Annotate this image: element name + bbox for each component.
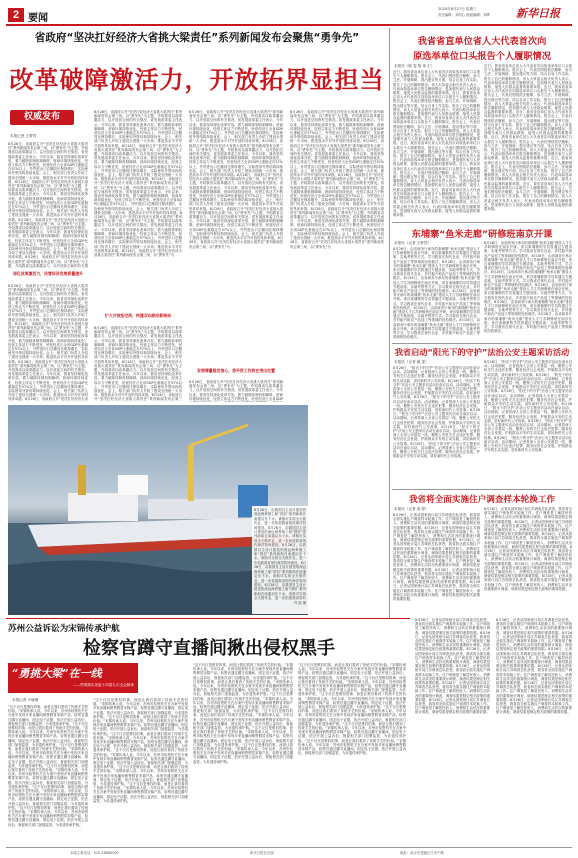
date-line: 2025年8月27日 星期三 [438, 7, 477, 11]
bottom-title: 检察官蹲守直播间揪出侵权黑手 [83, 638, 335, 659]
editor-line: 责任编辑：刘同心 版面编辑：刘晔 [438, 13, 490, 17]
bottom-body-col4: “这不仅仅是维权的事，而是让我们看到了传统手艺的价值。”宋锦传承人说。今年以来，苏州市检察机关在办案中发现多家直播间销售假冒宋锦产品，检察官通过蹲守直播间、固定电子证据，依法开展公益诉讼，督促相关部门加强监管，为非遗传承护航。“这不仅仅是维权的事，而是让我们看到了传统手艺的价值。”宋锦传承人说。今年以来，苏州市检察机关在办案中发现多家直播间销售假冒宋锦产品，检察官通过蹲守直播间、固定电子证据，依法开展公益诉讼，督促相关部门加强监管，为非遗传承护航。“这不仅仅是维权的事，而是让我们看到了传统手艺的价值。”宋锦传承人说。今年以来，苏州市检察机关在办案中发现多家直播间销售假冒宋锦产品，检察官通过蹲守直播间、固定电子证据，依法开展公益诉讼，督促相关部门加强监管，为非遗传承护航。“这不仅仅是维权的事，而是让我们看到了传统手艺的价值。”宋锦传承人说。今年以来，苏州市检察机关在办案中发现多家直播间销售假冒宋锦产品，检察官通过蹲守直播间、固定电子证据，依法开展公益诉讼，督促相关部门加强监管，为非遗传承护航。“这不仅仅是维权的事，而是让我们看到了传统手艺的价值。”宋锦传承人说。今年以来，苏州市检察机关在办案中发现多家直播间销售假冒宋锦产品，检察官通过蹲守直播间、固定电子证据，依法开展公益诉讼，督促相关部门加强监管，为非遗传承护航。“这不仅仅是维权的事，而是让我们看到了传统手艺的价值。”宋锦传承人说。今年以来，苏州市检察机关在办案中发现多家直播间销售假冒宋锦产品，检察官通过蹲守直播间、固定电子证据，依法开展公益诉讼，督促相关部门加强监管，为非遗传承护航。 [298, 663, 406, 756]
authority-badge [10, 110, 74, 125]
lead-title: 改革破障激活力，开放拓界显担当 [9, 66, 385, 94]
right-survey-body-col1: 8月26日，记者从国家统计局江苏调查总队获悉，我省将全面实施住户调查样本轮换工作。住户调查是了解居民收入、消费和生活状况的重要统计调查，调查结果是制定相关政策的重要依据。8月26日，记者从国家统计局江苏调查总队获悉，我省将全面实施住户调查样本轮换工作。住户调查是了解居民收入、消费和生活状况的重要统计调查，调查结果是制定相关政策的重要依据。8月26日，记者从国家统计局江苏调查总队获悉，我省将全面实施住户调查样本轮换工作。住户调查是了解居民收入、消费和生活状况的重要统计调查，调查结果是制定相关政策的重要依据。8月26日，记者从国家统计局江苏调查总队获悉，我省将全面实施住户调查样本轮换工作。住户调查是了解居民收入、消费和生活状况的重要统计调查，调查结果是制定相关政策的重要依据。8月26日，记者从国家统计局江苏调查总队获悉，我省将全面实施住户调查样本轮换工作。住户调查是了解居民收入、消费和生活状况的重要统计调查，调查结果是制定相关政策的重要依据。8月26日，记者从国家统计局江苏调查总队获悉，我省将全面实施住户调查样本轮换工作。住户调查是了解居民收入、消费和生活状况的重要统计调查，调查结果是制定相关政策的重要依据。 [393, 513, 480, 602]
header-rule [6, 24, 572, 26]
badge-label: 权威发布 [23, 112, 60, 122]
right-sep-3 [392, 489, 572, 490]
lead-body-col3b: 8月26日，省政府召开“坚决扛好经济大省挑大梁责任”系列新闻发布会第三场，以“勇争先”为主题，介绍我省以改革激活力、以开放拓空间的有关情况。省发展改革委主任表示，今年以来，我省坚持深化改革开放，着力破除体制机制障碍，营商环境持续优化，经营主体活力不断迸发，民营经济占全省GDP [189, 380, 283, 401]
footer-left: 本版主要电话：025-58680000 [70, 851, 119, 855]
photo-caption-box [252, 506, 308, 614]
section-label: 要闻 [28, 13, 48, 24]
lead-body-col2: 8月26日，省政府召开“坚决扛好经济大省挑大梁责任”系列新闻发布会第三场，以“勇争先”为主题，介绍我省以改革激活力、以开放拓空间的有关情况。省发展改革委主任表示，今年以来，我省坚持深化改革开放，着力破除体制机制障碍，营商环境持续优化，经营主体活力不断迸发，民营经济占全省GDP比重稳定在57%以上，外贸进出口总额同比保持增长，实际使用外资结构持续优化。会上，相关部门负责人介绍了建设全国统一大市场、推进高水平对外开放的具体举措。8月26日，省政府召开“坚决扛好经济大省挑大梁责任”系列新闻发布会第三场，以“勇争先”为主题，介绍我省以改革激活力、以开放拓空间的有关情况。省发展改革委主任表示，今年以来，我省坚持深化改革开放，着力破除体制机制障碍，营商环境持续优化，经营主体活力不断迸发，民营经济占全省GDP比重稳定在57%以上，外贸进出口总额同比保持增长，实际使用外资结构持续优化。会上，相关部门负责人介绍了建设全国统一大市场、推进高水平对外开放的具体举措。8月26日，省政府召开“坚决扛好经济大省挑大梁责任”系列新闻发布会第三场，以“勇争先”为主题，介绍我省以改革激活力、以开放拓空间的有关情况。省发展改革委主任表示，今年以来，我省坚持深化改革开放，着力破除体制机制障碍，营商环境持续优化，经营主体活力不断迸发，民营经济占全省GDP比重稳定在57%以上，外贸进出口总额同比保持增长，实际使用外资结构持续优化。会上，相关部门负责人介绍了建设全国统一大市场、推进高水平对外开放的具体举措。8月26日，省政府召开“坚决扛好经济大省挑大梁责任”系列新闻发布会第三场，以“勇争先”为主题，介绍我省以改革激活力、以开放拓空间的有关情况。省发展改革委主任表示，今年以来，我省坚持深化改革开放，着力破除体制机制障碍，营商环境持续优化，经营主体活力不断迸发，民营经济占全省GDP比重稳定在57%以上，外贸进出口总额同比保持增长，实际使用外资结构持续优化。会上，相关部门负责人介绍了建设全国统一大市场、推进高水平对外开放的具体举措。8月26日，省政府召开“坚决扛好经济大省挑大梁责任”系列新闻发布会第三场，以“勇争先”为 [94, 110, 182, 257]
right-mid-body-col2: 8月26日，由省商务厅承办的柬埔寨“鱼米走廊”建设人才江苏研修班在南京开班。来自柬埔寨的学员将通过专题讲座、实地考察等方式，学习我省在现代农业、乡村振兴和农产品加工等领域的经验做法。8月26日，由省商务厅承办的柬埔寨“鱼米走廊”建设人才江苏研修班在南京开班。来自柬埔寨的学员将通过专题讲座、实地考察等方式，学习我省在现代农业、乡村振兴和农产品加工等领域的经验做法。8月26日，由省商务厅承办的柬埔寨“鱼米走廊”建设人才江苏研修班在南京开班。来自柬埔寨的学员将通过专题讲座、实地考察等方式，学习我省在现代农业、乡村振兴和农产品加工等领域的经验做法。8月26日，由省商务厅承办的柬埔寨“鱼米走廊”建设人才江苏研修班在南京开班。来自柬埔寨的学员将通过专题讲座、实地考察等方式，学习我省在现代农业、乡村振兴和农产品加工等领域的经验做法。8月26日，由省商务厅承办的柬埔寨“鱼米走廊”建设人才江苏研修班在南京开班。来自柬埔寨的学员将通过专题讲座、实地考察等方式，学习我省在现代农业、乡村振兴和农产品加工等领域的经验做法。8月26日，由省商务厅承办的柬埔寨“鱼米走廊”建设人才江苏研修班在南京开班。来自柬埔寨的学员将通过专题讲座、实地考察等方式，学习我省在现代农业、乡村振兴和农产品加工等领域的经验做法。 [484, 241, 572, 334]
right-survey-body-col2: 8月26日，记者从国家统计局江苏调查总队获悉，我省将全面实施住户调查样本轮换工作。住户调查是了解居民收入、消费和生活状况的重要统计调查，调查结果是制定相关政策的重要依据。8月26日，记者从国家统计局江苏调查总队获悉，我省将全面实施住户调查样本轮换工作。住户调查是了解居民收入、消费和生活状况的重要统计调查，调查结果是制定相关政策的重要依据。8月26日，记者从国家统计局江苏调查总队获悉，我省将全面实施住户调查样本轮换工作。住户调查是了解居民收入、消费和生活状况的重要统计调查，调查结果是制定相关政策的重要依据。8月26日，记者从国家统计局江苏调查总队获悉，我省将全面实施住户调查样本轮换工作。住户调查是了解居民收入、消费和生活状况的重要统计调查，调查结果是制定相关政策的重要依据。8月26日，记者从国家统计局江苏调查总队获悉，我省将全面实施住户调查样本轮换工作。住户调查是了解居民收入、消费和生活状况的重要统计调查，调查结果是制定相关政策的重要依据。8月26日，记者从国家统计局江苏调查总队获悉，我省将全面实施住户调查样本轮换工作。住户调查是了解居民收入、消费和生活状况的重要统计调查，调查结果是制定相关政策的重要依据。 [484, 507, 572, 591]
right-law-body-col1: 8月26日，“阳光下的守护”法治公安主题采访活动在南京启动。活动期间，记者将深入全省公安基层一线，聚焦公安机关打击违法犯罪、服务经济社会发展、护航群众平安的生动实践，讲好新时代公安故事。8月26日，“阳光下的守护”法治公安主题采访活动在南京启动。活动期间，记者将深入全省公安基层一线，聚焦公安机关打击违法犯罪、服务经济社会发展、护航群众平安的生动实践，讲好新时代公安故事。8月26日，“阳光下的守护”法治公安主题采访活动在南京启动。活动期间，记者将深入全省公安基层一线，聚焦公安机关打击违法犯罪、服务经济社会发展、护航群众平安的生动实践，讲好新时代公安故事。8月26日，“阳光下的守护”法治公安主题采访活动在南京启动。活动期间，记者将深入全省公安基层一线，聚焦公安机关打击违法犯罪、服务经济社会发展、护航群众平安的生动实践，讲好新时代公安故事。8月26日，“阳光下的守护”法治公安主题采访活动在南京启动。活动期间，记者将深入全省公安基层一线，聚焦公安机关打击违法犯罪、服务经济社会发展、护航群众平安的生动实践，讲好新时代公安故事。8月26日，“阳光下的守护”法治公安主题采访活动在南京启动。活动期间，记者将深入全省公安基层一线，聚焦公安机关打击违法犯罪、服务经济社会发展、护航群众平安的生动实践，讲好新时代公安故事。 [393, 366, 480, 459]
lead-body-col4: 8月26日，省政府召开“坚决扛好经济大省挑大梁责任”系列新闻发布会第三场，以“勇争先”为主题，介绍我省以改革激活力、以开放拓空间的有关情况。省发展改革委主任表示，今年以来，我省坚持深化改革开放，着力破除体制机制障碍，营商环境持续优化，经营主体活力不断迸发，民营经济占全省GDP比重稳定在57%以上，外贸进出口总额同比保持增长，实际使用外资结构持续优化。会上，相关部门负责人介绍了建设全国统一大市场、推进高水平对外开放的具体举措。8月26日，省政府召开“坚决扛好经济大省挑大梁责任”系列新闻发布会第三场，以“勇争先”为主题，介绍我省以改革激活力、以开放拓空间的有关情况。省发展改革委主任表示，今年以来，我省坚持深化改革开放，着力破除体制机制障碍，营商环境持续优化，经营主体活力不断迸发，民营经济占全省GDP比重稳定在57%以上，外贸进出口总额同比保持增长，实际使用外资结构持续优化。会上，相关部门负责人介绍了建设全国统一大市场、推进高水平对外开放的具体举措。8月26日，省政府召开“坚决扛好经济大省挑大梁责任”系列新闻发布会第三场，以“勇争先”为主题，介绍我省以改革激活力、以开放拓空间的有关情况。省发展改革委主任表示，今年以来，我省坚持深化改革开放，着力破除体制机制障碍，营商环境持续优化，经营主体活力不断迸发，民营经济占全省GDP比重稳定在57%以上，外贸进出口总额同比保持增长，实际使用外资结构持续优化。会上，相关部门负责人介绍了建设全国统一大市场、推进高水平对外开放的具体举措。8月26日，省政府召开“坚决扛好经济大省挑大梁责任”系列新闻发布会第三场，以“勇争先”为主题，介绍我省以改革激活力、以开放拓空间的有关情况。省发展改革委主任表示，今年以来，我省坚持深化改革开放，着力破除体制机制障碍，营商环境持续优化，经营主体活力不断迸发，民营经济占全省GDP比重稳定在57%以上，外贸进出口总额同比保持增长，实际使用外资结构持续优化。会上，相关部门负责人介绍了建设全国统一大市场、推进高水平对外开放的具体举措。8月26日，省政府召开“坚决扛好经济大省挑大梁责任”系列新闻发布会第三场，以“勇争先”为 [290, 110, 384, 249]
right-law-body-col2: 8月26日，“阳光下的守护”法治公安主题采访活动在南京启动。活动期间，记者将深入全省公安基层一线，聚焦公安机关打击违法犯罪、服务经济社会发展、护航群众平安的生动实践，讲好新时代公安故事。8月26日，“阳光下的守护”法治公安主题采访活动在南京启动。活动期间，记者将深入全省公安基层一线，聚焦公安机关打击违法犯罪、服务经济社会发展、护航群众平安的生动实践，讲好新时代公安故事。8月26日，“阳光下的守护”法治公安主题采访活动在南京启动。活动期间，记者将深入全省公安基层一线，聚焦公安机关打击违法犯罪、服务经济社会发展、护航群众平安的生动实践，讲好新时代公安故事。8月26日，“阳光下的守护”法治公安主题采访活动在南京启动。活动期间，记者将深入全省公安基层一线，聚焦公安机关打击违法犯罪、服务经济社会发展、护航群众平安的生动实践，讲好新时代公安故事。8月26日，“阳光下的守护”法治公安主题采访活动在南京启动。活动期间，记者将深入全省公安基层一线，聚焦公安机关打击违法犯罪、服务经济社会发展、护航群众平安的生动实践，讲好新时代公安故事。8月26日，“阳光下的守护”法治公安主题采访活动在南京启动。活动期间，记者将深入全省公安基层一线，聚焦公安机关打击违法犯罪、服务经济社会发展、护航群众平安的生动实践，讲好新时代公安故事。 [484, 360, 572, 453]
right-survey-body-col3: 8月26日，记者从国家统计局江苏调查总队获悉，我省将全面实施住户调查样本轮换工作。住户调查是了解居民收入、消费和生活状况的重要统计调查，调查结果是制定相关政策的重要依据。8月26日，记者从国家统计局江苏调查总队获悉，我省将全面实施住户调查样本轮换工作。住户调查是了解居民收入、消费和生活状况的重要统计调查，调查结果是制定相关政策的重要依据。8月26日，记者从国家统计局江苏调查总队获悉，我省将全面实施住户调查样本轮换工作。住户调查是了解居民收入、消费和生活状况的重要统计调查，调查结果是制定相关政策的重要依据。8月26日，记者从国家统计局江苏调查总队获悉，我省将全面实施住户调查样本轮换工作。住户调查是了解居民收入、消费和生活状况的重要统计调查，调查结果是制定相关政策的重要依据。8月26日，记者从国家统计局江苏调查总队获悉，我省将全面实施住户调查样本轮换工作。住户调查是了解居民收入、消费和生活状况的重要统计调查，调查结果是制定相关政策的重要依据。8月26日，记者从国家统计局江苏调查总队获悉，我省将全面实施住户调查样本轮换工作。住户调查是了解居民收入、消费和生活状况的重要统计调查，调查结果是制定相关政策的重要依据。 [415, 618, 490, 715]
lead-subhead-1: 深化改革激活力，民营经济发展质量提升 [12, 271, 84, 276]
footer-rule [6, 847, 572, 848]
banner-title: “勇挑大梁”在一线 [12, 667, 102, 680]
right-survey-title: 我省将全面实施住户调查样本轮换工作 [408, 495, 556, 505]
lead-subhead-3: 发展增量稳定信心，将外贸工作放在突出位置 [197, 368, 275, 373]
photo-credit: 许 凯 摄 [294, 601, 306, 605]
bottom-kicker: 苏州公益诉讼为宋锦传承护航 [8, 624, 120, 634]
right-mid-body-col1: 8月26日，由省商务厅承办的柬埔寨“鱼米走廊”建设人才江苏研修班在南京开班。来自柬埔寨的学员将通过专题讲座、实地考察等方式，学习我省在现代农业、乡村振兴和农产品加工等领域的经验做法。8月26日，由省商务厅承办的柬埔寨“鱼米走廊”建设人才江苏研修班在南京开班。来自柬埔寨的学员将通过专题讲座、实地考察等方式，学习我省在现代农业、乡村振兴和农产品加工等领域的经验做法。8月26日，由省商务厅承办的柬埔寨“鱼米走廊”建设人才江苏研修班在南京开班。来自柬埔寨的学员将通过专题讲座、实地考察等方式，学习我省在现代农业、乡村振兴和农产品加工等领域的经验做法。8月26日，由省商务厅承办的柬埔寨“鱼米走廊”建设人才江苏研修班在南京开班。来自柬埔寨的学员将通过专题讲座、实地考察等方式，学习我省在现代农业、乡村振兴和农产品加工等领域的经验做法。8月26日，由省商务厅承办的柬埔寨“鱼米走廊”建设人才江苏研修班在南京开班。来自柬埔寨的学员将通过专题讲座、实地考察等方式，学习我省在现代农业、乡村振兴和农产品加工等领域的经验做法。8月26日，由省商务厅承办的柬埔寨“鱼米走廊”建设人才江苏研修班在南京开班。来自柬埔寨的学员将通过专题讲座、实地考察等方式，学习我省在现代农业、乡村振兴和农产品加工等领域的经验做法。 [393, 247, 480, 340]
page-number-box: 2 [8, 8, 24, 22]
right-top-byline: 本报讯（顾 雯 陈 伟 汇） [394, 64, 435, 68]
lead-body-col2b: 8月26日，省政府召开“坚决扛好经济大省挑大梁责任”系列新闻发布会第三场，以“勇争先”为主题，介绍我省以改革激活力、以开放拓空间的有关情况。省发展改革委主任表示，今年以来，我省坚持深化改革开放，着力破除体制机制障碍，营商环境持续优化，经营主体活力不断迸发，民营经济占全省GDP比重稳定在57%以上，外贸进出口总额同比保持增长，实际使用外资结构持续优化。会上，相关部门负责人介绍了建设全国统一大市场、推进高水平对外开放的具体举措。8月26日，省政府召开“坚决扛好经济大省挑大梁责任”系列新闻发布会第三场，以“勇争先”为主题，介绍我省以改革激活力、以开放拓空间的有关情况。省发展改革委主任表示，今年以来，我省坚持深化改革开放，着力破除体制机制障碍，营商环境持续优化，经营主体活力不断迸发，民营经济占全省GDP比重稳定在57%以上，外贸进出口总额同比保持增长，实际使用外资结构持续优化。会上，相关部门负责人介绍了建设全国统一大市场、推进高水平对外开放的具体举措。8月26日，省政府召开“坚决扛好经济大省挑大梁责任”系列新闻发布会第三 [94, 326, 182, 402]
right-mid-title: 东埔寨“鱼米走廊”研修班南京开课 [411, 229, 553, 240]
right-top-body-col1: 近日，我省省直单位省人大代表首次向原选举单位口头报告个人履职情况。报告会上，代表们围绕依法履职、参与立法、开展调研、提出建议等方面，结合自身工作实际，报告了自己的履职情况。省人大常委会相关负责人表示，代表向原选举单位报告履职情况，是加强代表与人民群众联系、接受人民群众监督的重要举措。近日，我省省直单位省人大代表首次向原选举单位口头报告个人履职情况。报告会上，代表们围绕依法履职、参与立法、开展调研、提出建议等方面，结合自身工作实际，报告了自己的履职情况。省人大常委会相关负责人表示，代表向原选举单位报告履职情况，是加强代表与人民群众联系、接受人民群众监督的重要举措。近日，我省省直单位省人大代表首次向原选举单位口头报告个人履职情况。报告会上，代表们围绕依法履职、参与立法、开展调研、提出建议等方面，结合自身工作实际，报告了自己的履职情况。省人大常委会相关负责人表示，代表向原选举单位报告履职情况，是加强代表与人民群众联系、接受人民群众监督的重要举措。近日，我省省直单位省人大代表首次向原选举单位口头报告个人履职情况。报告会上，代表们围绕依法履职、参与立法、开展调研、提出建议等方面，结合自身工作实际，报告了自己的履职情况。省人大常委会相关负责人表示，代表向原选举单位报告履职情况，是加强代表与人民群众联系、接受人民群众监督的重要举措。近日，我省省直单位省人大代表首次向原选举单位口头报告个人履职情况。报告会上，代表们围绕依法履职、参与立法、开展调研、提出建议等方面，结合自身工作实际，报告了自己的履职情况。省人大常委会相关负责人表示，代表向原选举单位报告履职情况，是加强代表与人民群众联系、接受人民群众监督的重要举措。近日，我省省直单位省人大代表首次向原选举单位口头报告个人履职情况。报告会上，代表们围绕依法履职、参与立法、开展调研、提出建议等方面，结合自身工作实际，报告了自己的履职情况。省人大常委会相关负责人表示，代表向原选举单位报告履职情况，是加强代表与人民群众联系、接受人民群众监督的重要举措。 [393, 70, 480, 217]
bottom-byline: 本报记者 卢晓琳 [12, 698, 39, 702]
right-sep-1 [392, 222, 572, 223]
masthead-logo: 新华日报 [516, 7, 560, 20]
lead-byline: 本报记者 王梦然 [10, 134, 37, 138]
lead-body-col3: 8月26日，省政府召开“坚决扛好经济大省挑大梁责任”系列新闻发布会第三场，以“勇争先”为主题，介绍我省以改革激活力、以开放拓空间的有关情况。省发展改革委主任表示，今年以来，我省坚持深化改革开放，着力破除体制机制障碍，营商环境持续优化，经营主体活力不断迸发，民营经济占全省GDP比重稳定在57%以上，外贸进出口总额同比保持增长，实际使用外资结构持续优化。会上，相关部门负责人介绍了建设全国统一大市场、推进高水平对外开放的具体举措。8月26日，省政府召开“坚决扛好经济大省挑大梁责任”系列新闻发布会第三场，以“勇争先”为主题，介绍我省以改革激活力、以开放拓空间的有关情况。省发展改革委主任表示，今年以来，我省坚持深化改革开放，着力破除体制机制障碍，营商环境持续优化，经营主体活力不断迸发，民营经济占全省GDP比重稳定在57%以上，外贸进出口总额同比保持增长，实际使用外资结构持续优化。会上，相关部门负责人介绍了建设全国统一大市场、推进高水平对外开放的具体举措。8月26日，省政府召开“坚决扛好经济大省挑大梁责任”系列新闻发布会第三场，以“勇争先”为主题，介绍我省以改革激活力、以开放拓空间的有关情况。省发展改革委主任表示，今年以来，我省坚持深化改革开放，着力破除体制机制障碍，营商环境持续优化，经营主体活力不断迸发，民营经济占全省GDP比重稳定在57%以上，外贸进出口总额同比保持增长，实际使用外资结构持续优化。会上，相关部门负责人介绍了建设全国统一大市场、推进高水平对外开放的具体举措。8月26日，省政府召开“坚决扛好经济大省挑大梁责任”系列新闻发布会第三场，以“勇争先”为主题，介绍我省以改革激活力、以开放拓空间的有关情况。省发展改革委主任表示，今年以来，我省坚持深化改革开放，着力破除体制机制障碍，营商环境持续优化，经营主体活力不断迸发，民营经济占全省GDP比重稳定在57%以上，外贸进出口总额同比保持增长，实际使用外资结构持续优化。会上，相关部门负责人介绍了建设全国统一大市场、推进高水平对外开放的具体举措。8月26日，省政府召开“坚决扛好经济大省挑大梁责任”系列新闻发布会第三场，以“勇争先”为 [189, 110, 283, 249]
lead-subhead-2: 扩大开放拓空间，构建双向联动新格局 [104, 313, 172, 318]
footer-right: 地址：南京市建邺区江东中路 [400, 851, 445, 855]
right-sep-2 [392, 343, 572, 344]
lead-body-col1: 8月26日，省政府召开“坚决扛好经济大省挑大梁责任”系列新闻发布会第三场，以“勇争先”为主题，介绍我省以改革激活力、以开放拓空间的有关情况。省发展改革委主任表示，今年以来，我省坚持深化改革开放，着力破除体制机制障碍，营商环境持续优化，经营主体活力不断迸发，民营经济占全省GDP比重稳定在57%以上，外贸进出口总额同比保持增长，实际使用外资结构持续优化。会上，相关部门负责人介绍了建设全国统一大市场、推进高水平对外开放的具体举措。8月26日，省政府召开“坚决扛好经济大省挑大梁责任”系列新闻发布会第三场，以“勇争先”为主题，介绍我省以改革激活力、以开放拓空间的有关情况。省发展改革委主任表示，今年以来，我省坚持深化改革开放，着力破除体制机制障碍，营商环境持续优化，经营主体活力不断迸发，民营经济占全省GDP比重稳定在57%以上，外贸进出口总额同比保持增长，实际使用外资结构持续优化。会上，相关部门负责人介绍了建设全国统一大市场、推进高水平对外开放的具体举措。8月26日，省政府召开“坚决扛好经济大省挑大梁责任”系列新闻发布会第三场，以“勇争先”为主题，介绍我省以改革激活力、以开放拓空间的有关情况。省发展改革委主任表示，今年以来，我省坚持深化改革开放，着力破除体制机制障碍，营商环境持续优化，经营主体活力不断迸发，民营经济占全省GDP比重稳定在57%以上，外贸进出口总额同比保持增长，实际使用外资结构持续优化。会上，相关部门负责人介绍了建设全国统一大市场、推进高水平对外开放的具体举措。8月26日，省政府召开“坚决扛好经济大省挑大梁责任”系列新闻发布会第三场，以“勇争先”为主题，介绍我省以改革激活力、以开放拓空间的有关情 [8, 142, 88, 268]
yongtiaodaliang-banner [8, 663, 138, 693]
lead-kicker: 省政府“坚决扛好经济大省挑大梁责任”系列新闻发布会聚焦“勇争先” [34, 32, 360, 44]
photo-caption: 8月26日，由我国自主设计建造的深远海养殖工船“国信”系列新船在南通启东下水。该船可实现全天候作业，进一步拓展我省现代海洋牧场建设。8月26日，由我国自主设计建造的深远海养殖工船“国信”系列新船在南通启东下水。该船可实现全天候作业，进一步拓展我省现代海洋牧场建设。8月26日，由我国自主设计建造的深远海养殖工船“国信”系列新船在南通启东下水。该船可实现全天候作业，进一步拓展我省现代海洋牧场建设。8月26日，由我国自主设计建造的深远海养殖工船“国信”系列新船在南通启东下水。该船可实现全天候作业，进一步拓展我省现代海洋牧场建设。8月26日，由我国自主设计建造的深远海养殖工船“国信”系列新船在南通启东下水。该船可实现全天候作业，进一步拓展我省现代 [254, 508, 306, 600]
right-law-byline: 本报讯（记者 顾 雯） [394, 360, 429, 364]
bottom-body-col1: “这不仅仅是维权的事，而是让我们看到了传统手艺的价值。”宋锦传承人说。今年以来，苏州市检察机关在办案中发现多家直播间销售假冒宋锦产品，检察官通过蹲守直播间、固定电子证据，依法开展公益诉讼，督促相关部门加强监管，为非遗传承护航。“这不仅仅是维权的事，而是让我们看到了传统手艺的价值。”宋锦传承人说。今年以来，苏州市检察机关在办案中发现多家直播间销售假冒宋锦产品，检察官通过蹲守直播间、固定电子证据，依法开展公益诉讼，督促相关部门加强监管，为非遗传承护航。“这不仅仅是维权的事，而是让我们看到了传统手艺的价值。”宋锦传承人说。今年以来，苏州市检察机关在办案中发现多家直播间销售假冒宋锦产品，检察官通过蹲守直播间、固定电子证据，依法开展公益诉讼，督促相关部门加强监管，为非遗传承护航。“这不仅仅是维权的事，而是让我们看到了传统手艺的价值。”宋锦传承人说。今年以来，苏州市检察机关在办案中发现多家直播间销售假冒宋锦产品，检察官通过蹲守直播间、固定电子证据，依法开展公益诉讼，督促相关部门加强监管，为非遗传承护航。“这不仅仅是维权的事，而是让我们看到了传统手艺的价值。”宋锦传承人说。今年以来，苏州市检察机关在办案中发现多家直播间销售假冒宋锦产品，检察官通过蹲守直播间、固定电子证据，依法开展公益诉讼，督促相关部门加强监管，为非遗传承护航。“这不仅仅是维权的事，而是让我们看到了传统手艺的价值。”宋锦传承人说。今年以来，苏州市检察机关在办案中发现多家直播间销售假冒宋锦产品，检察官通过蹲守直播间、固定电子证据，依法开展公益诉讼，督促相关部门加强监管，为非遗传承护航。 [8, 705, 88, 827]
right-top-title-1: 我省省直单位省人大代表首次向 [417, 36, 547, 47]
bottom-body-col2: “这不仅仅是维权的事，而是让我们看到了传统手艺的价值。”宋锦传承人说。今年以来，苏州市检察机关在办案中发现多家直播间销售假冒宋锦产品，检察官通过蹲守直播间、固定电子证据，依法开展公益诉讼，督促相关部门加强监管，为非遗传承护航。“这不仅仅是维权的事，而是让我们看到了传统手艺的价值。”宋锦传承人说。今年以来，苏州市检察机关在办案中发现多家直播间销售假冒宋锦产品，检察官通过蹲守直播间、固定电子证据，依法开展公益诉讼，督促相关部门加强监管，为非遗传承护航。“这不仅仅是维权的事，而是让我们看到了传统手艺的价值。”宋锦传承人说。今年以来，苏州市检察机关在办案中发现多家直播间销售假冒宋锦产品，检察官通过蹲守直播间、固定电子证据，依法开展公益诉讼，督促相关部门加强监管，为非遗传承护航。“这不仅仅是维权的事，而是让我们看到了传统手艺的价值。”宋锦传承人说。今年以来，苏州市检察机关在办案中发现多家直播间销售假冒宋锦产品，检察官通过蹲守直播间、固定电子证据，依法开展公益诉讼，督促相关部门加强监管，为非遗传承护航。“这不仅仅是维权的事，而是让我们看到了传统手艺的价值。”宋锦传承人说。今年以来，苏州市检察机关在办案中发现多家直播间销售假冒宋锦产品，检察官通过蹲守直播间、固定电子证据，依法开展公益诉讼，督促相关部门加强监管，为非遗传承护航。“这不仅仅是维权的事，而是让我们看到了传统手艺的价值。”宋锦传承人说。今年以来，苏州市检察机关在办案中发现多家直播间销售假冒宋锦产品，检察官通过蹲守直播间、固定电子证据，依法开展公益诉讼，督促相关部门加强监管，为非遗传承护航。 [93, 698, 188, 803]
right-top-body-col2: 近日，我省省直单位省人大代表首次向原选举单位口头报告个人履职情况。报告会上，代表们围绕依法履职、参与立法、开展调研、提出建议等方面，结合自身工作实际，报告了自己的履职情况。省人大常委会相关负责人表示，代表向原选举单位报告履职情况，是加强代表与人民群众联系、接受人民群众监督的重要举措。近日，我省省直单位省人大代表首次向原选举单位口头报告个人履职情况。报告会上，代表们围绕依法履职、参与立法、开展调研、提出建议等方面，结合自身工作实际，报告了自己的履职情况。省人大常委会相关负责人表示，代表向原选举单位报告履职情况，是加强代表与人民群众联系、接受人民群众监督的重要举措。近日，我省省直单位省人大代表首次向原选举单位口头报告个人履职情况。报告会上，代表们围绕依法履职、参与立法、开展调研、提出建议等方面，结合自身工作实际，报告了自己的履职情况。省人大常委会相关负责人表示，代表向原选举单位报告履职情况，是加强代表与人民群众联系、接受人民群众监督的重要举措。近日，我省省直单位省人大代表首次向原选举单位口头报告个人履职情况。报告会上，代表们围绕依法履职、参与立法、开展调研、提出建议等方面，结合自身工作实际，报告了自己的履职情况。省人大常委会相关负责人表示，代表向原选举单位报告履职情况，是加强代表与人民群众联系、接受人民群众监督的重要举措。近日，我省省直单位省人大代表首次向原选举单位口头报告个人履职情况。报告会上，代表们围绕依法履职、参与立法、开展调研、提出建议等方面，结合自身工作实际，报告了自己的履职情况。省人大常委会相关负责人表示，代表向原选举单位报告履职情况，是加强代表与人民群众联系、接受人民群众监督的重要举措。近日，我省省直单位省人大代表首次向原选举单位口头报告个人履职情况。报告会上，代表们围绕依法履职、参与立法、开展调研、提出建议等方面，结合自身工作实际，报告了自己的履职情况。省人大常委会相关负责人表示，代表向原选举单位报告履职情况，是加强代表与人民群众联系、接受人民群众监督的重要举措。 [484, 64, 572, 211]
right-top-title-2: 原选举单位口头报告个人履职情况 [413, 51, 551, 62]
right-survey-body-col4: 8月26日，记者从国家统计局江苏调查总队获悉，我省将全面实施住户调查样本轮换工作。住户调查是了解居民收入、消费和生活状况的重要统计调查，调查结果是制定相关政策的重要依据。8月26日，记者从国家统计局江苏调查总队获悉，我省将全面实施住户调查样本轮换工作。住户调查是了解居民收入、消费和生活状况的重要统计调查，调查结果是制定相关政策的重要依据。8月26日，记者从国家统计局江苏调查总队获悉，我省将全面实施住户调查样本轮换工作。住户调查是了解居民收入、消费和生活状况的重要统计调查，调查结果是制定相关政策的重要依据。8月26日，记者从国家统计局江苏调查总队获悉，我省将全面实施住户调查样本轮换工作。住户调查是了解居民收入、消费和生活状况的重要统计调查，调查结果是制定相关政策的重要依据。8月26日，记者从国家统计局江苏调查总队获悉，我省将全面实施住户调查样本轮换工作。住户调查是了解居民收入、消费和生活状况的重要统计调查，调查结果是制定相关政策的重要依据。8月26日，记者从国家统计局江苏调查总队获悉，我省将全面实施住户调查样本轮换工作。住户调查是了解居民收入、消费和生活状况的重要统计调查，调查结果是制定相关政策的重要依据。 [496, 618, 572, 715]
footer-center: 新华日报社出版 [250, 851, 274, 855]
bottom-body-col3: “这不仅仅是维权的事，而是让我们看到了传统手艺的价值。”宋锦传承人说。今年以来，苏州市检察机关在办案中发现多家直播间销售假冒宋锦产品，检察官通过蹲守直播间、固定电子证据，依法开展公益诉讼，督促相关部门加强监管，为非遗传承护航。“这不仅仅是维权的事，而是让我们看到了传统手艺的价值。”宋锦传承人说。今年以来，苏州市检察机关在办案中发现多家直播间销售假冒宋锦产品，检察官通过蹲守直播间、固定电子证据，依法开展公益诉讼，督促相关部门加强监管，为非遗传承护航。“这不仅仅是维权的事，而是让我们看到了传统手艺的价值。”宋锦传承人说。今年以来，苏州市检察机关在办案中发现多家直播间销售假冒宋锦产品，检察官通过蹲守直播间、固定电子证据，依法开展公益诉讼，督促相关部门加强监管，为非遗传承护航。“这不仅仅是维权的事，而是让我们看到了传统手艺的价值。”宋锦传承人说。今年以来，苏州市检察机关在办案中发现多家直播间销售假冒宋锦产品，检察官通过蹲守直播间、固定电子证据，依法开展公益诉讼，督促相关部门加强监管，为非遗传承护航。“这不仅仅是维权的事，而是让我们看到了传统手艺的价值。”宋锦传承人说。今年以来，苏州市检察机关在办案中发现多家直播间销售假冒宋锦产品，检察官通过蹲守直播间、固定电子证据，依法开展公益诉讼，督促相关部门加强监管，为非遗传承护航。“这不仅仅是维权的事，而是让我们看到了传统手艺的价值。”宋锦传承人说。今年以来，苏州市检察机关在办案中发现多家直播间销售假冒宋锦产品，检察官通过蹲守直播间、固定电子证据，依法开展公益诉讼，督促相关部门加强监管，为非遗传承护航。 [193, 663, 293, 764]
lead-body-col1b: 8月26日，省政府召开“坚决扛好经济大省挑大梁责任”系列新闻发布会第三场，以“勇争先”为主题，介绍我省以改革激活力、以开放拓空间的有关情况。省发展改革委主任表示，今年以来，我省坚持深化改革开放，着力破除体制机制障碍，营商环境持续优化，经营主体活力不断迸发，民营经济占全省GDP比重稳定在57%以上，外贸进出口总额同比保持增长，实际使用外资结构持续优化。会上，相关部门负责人介绍了建设全国统一大市场、推进高水平对外开放的具体举措。8月26日，省政府召开“坚决扛好经济大省挑大梁责任”系列新闻发布会第三场，以“勇争先”为主题，介绍我省以改革激活力、以开放拓空间的有关情况。省发展改革委主任表示，今年以来，我省坚持深化改革开放，着力破除体制机制障碍，营商环境持续优化，经营主体活力不断迸发，民营经济占全省GDP比重稳定在57%以上，外贸进出口总额同比保持增长，实际使用外资结构持续优化。会上，相关部门负责人介绍了建设全国统一大市场、推进高水平对外开放的具体举措。8月26日，省政府召开“坚决扛好经济大省挑大梁责任”系列新闻发布会第三场，以“勇争先”为主题，介绍我省以改革激活力、以开放拓空间的有关情况。省发展改革委主任表示，今年以来，我省坚持深化改革开放，着力破除体制机制障碍，营商环境持续优化，经营主体活力不断迸发，民营经济占全省GDP比重稳定在57%以上，外贸进出口总额同比保持增长，实际使用外资结构持续优化。会上，相关部门负责人介绍了建设全国统一大市场、推进高水平对外开放的具体举措。8月26日，省政府召开“坚决扛好经济大省 [8, 284, 88, 402]
column-divider [389, 28, 390, 618]
right-law-title: 我省启动“阳光下的守护”法治公安主题采访活动 [394, 347, 570, 357]
right-mid-byline: 本报讯（记者 王梦然） [394, 241, 432, 245]
right-survey-byline: 本报讯（记者 梁 婷） [394, 507, 429, 511]
banner-subtitle: ——贯彻落实省委十四届九次全会精神 [72, 683, 134, 687]
bottom-rule [6, 618, 410, 619]
